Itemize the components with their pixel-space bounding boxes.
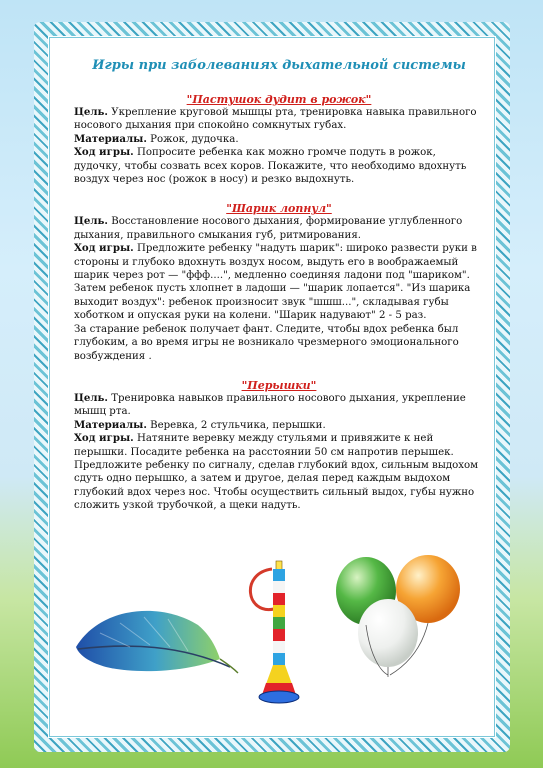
section-heading: "Пастушок дудит в рожок"	[186, 93, 372, 106]
materials-label: Материалы.	[74, 132, 147, 145]
section-process	[74, 146, 484, 186]
section-goal	[74, 106, 484, 133]
section-heading: "Шарик лопнул"	[226, 202, 332, 216]
goal-text: Укрепление круговой мышцы рта, тренировка навыка правильного носового дыхания при спокойно сомкнутых губах.	[74, 107, 477, 132]
process-label: Ход игры.	[74, 432, 134, 445]
goal-label: Цель.	[74, 106, 108, 118]
process-text: Натяните веревку между стульями и привяжите к ней перышки. Посадите ребенка на расстоянии 50 см напротив перышек. Предложите ребенку по сигналу, сделав глубокий вдох, сильным выдохом сдуть одно перышко, а затем и другое, делая перед каждым выдохом глубокий вдох через нос. Чтобы осуществить сильный выдох, губы нужно сложить узкой трубочкой, а щеки надуть.	[74, 433, 479, 512]
feather-image	[76, 611, 238, 673]
section-process	[74, 432, 484, 512]
section-goal	[74, 215, 484, 242]
section-extra: За старание ребенок получает фант. Следите, чтобы вдох ребенка был глубоким, а во время игры не возникало чрезмерного эмоционального возбуждения .	[74, 323, 459, 362]
section-process	[74, 242, 484, 322]
page-title: Игры при заболеваниях дыхательной системы	[92, 58, 466, 73]
materials-text: Рожок, дудочка.	[146, 133, 239, 145]
illustrations	[70, 555, 490, 715]
balloons-image	[336, 555, 460, 677]
section-heading: "Перышки"	[241, 378, 317, 392]
section-goal	[74, 392, 484, 419]
process-text: Предложите ребенку "надуть шарик": широко развести руки в стороны и глубоко вдохнуть воздух носом, выдуть его в воображаемый шарик через рот — "ффф....", медленно соединяя ладони под "шариком". Затем ребенок пусть хлопнет в ладоши — "шарик лопается". "Из шарика выходит воздух": ребенок произносит звук "шшш...", складывая губы хоботком и опуская руки на колени. "Шарик надувают" 2 - 5 раз.	[74, 243, 477, 322]
materials-label: Материалы.	[74, 418, 147, 431]
section-sharik	[74, 202, 484, 362]
section-materials	[74, 133, 484, 146]
content	[74, 58, 484, 513]
materials-text: Веревка, 2 стульчика, перышки.	[146, 419, 326, 431]
section-perishki	[74, 379, 484, 513]
goal-label: Цель.	[74, 215, 108, 228]
section-materials	[74, 419, 484, 432]
process-label: Ход игры.	[74, 242, 134, 255]
goal-text: Восстановление носового дыхания, формирование углубленного дыхания, правильного смыкания губ, ритмирования.	[74, 216, 463, 241]
process-text: Попросите ребенка как можно громче подуть в рожок, дудочку, чтобы созвать всех коров. Покажите, что необходимо вдохнуть воздух через нос (рожок в носу) и резко выдохнуть.	[74, 147, 467, 186]
horn-image	[250, 561, 299, 703]
section-pastushok	[74, 93, 484, 186]
goal-label: Цель.	[74, 391, 108, 404]
goal-text: Тренировка навыков правильного носового дыхания, укрепление мышц рта.	[74, 392, 466, 418]
process-label: Ход игры.	[74, 146, 134, 159]
